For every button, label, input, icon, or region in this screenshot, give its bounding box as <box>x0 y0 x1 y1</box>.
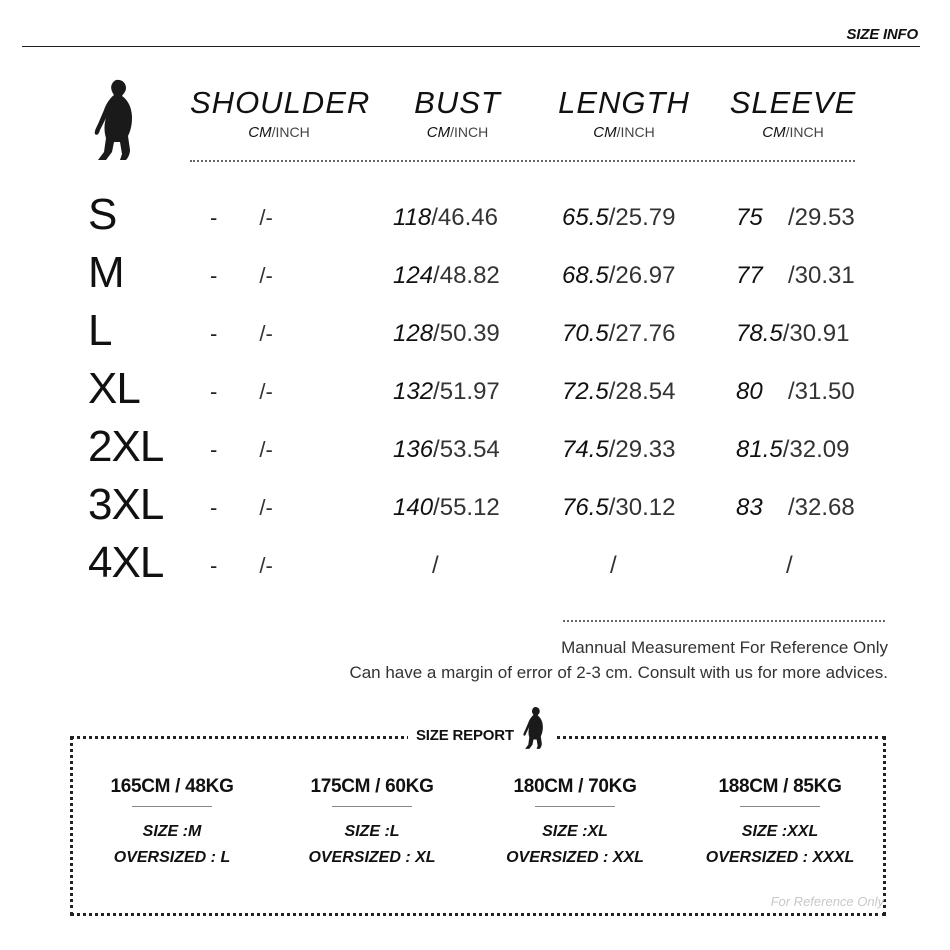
column-title: LENGTH <box>558 85 690 120</box>
shoulder-value <box>210 435 273 465</box>
size-label-l: L <box>88 306 112 355</box>
unit-cm: CM <box>248 124 272 141</box>
length-cm: 68.5 <box>562 262 609 289</box>
oversized-size: OVERSIZED : XXXL <box>705 849 855 866</box>
page-title: SIZE INFO <box>846 26 918 43</box>
shoulder-inch: /- <box>259 205 273 230</box>
length-inch: /25.79 <box>608 204 676 231</box>
shoulder-cm: - <box>210 205 218 230</box>
shoulder-value <box>210 493 273 523</box>
bust-value <box>393 377 500 407</box>
column-title: BUST <box>414 85 501 120</box>
length-value <box>562 319 675 349</box>
sleeve-value <box>786 551 793 581</box>
item-divider <box>535 806 615 807</box>
size-report-header <box>408 692 554 752</box>
length-inch: / <box>610 552 617 579</box>
bust-value <box>393 319 500 349</box>
bust-cm: 124 <box>393 262 434 289</box>
length-cm: 65.5 <box>562 204 609 231</box>
shoulder-inch: /- <box>259 379 273 404</box>
reference-footnote: For Reference Only <box>770 894 884 909</box>
length-value <box>610 551 617 581</box>
oversized-size: OVERSIZED : L <box>113 849 231 866</box>
sleeve-value <box>736 203 855 233</box>
bust-inch: /55.12 <box>433 494 500 521</box>
size-label-3xl: 3XL <box>88 480 164 529</box>
shoulder-inch: /- <box>259 437 273 462</box>
bust-inch: /50.39 <box>433 320 500 347</box>
length-inch: /28.54 <box>608 378 676 405</box>
bust-cm: 128 <box>393 320 434 347</box>
sleeve-cm: 81.5 <box>736 436 783 463</box>
recommended-size: SIZE :M <box>142 823 202 840</box>
size-report-item <box>685 776 875 871</box>
column-title: SLEEVE <box>729 85 857 120</box>
recommended-size: SIZE :XL <box>542 823 608 840</box>
sleeve-cm: 78.5 <box>736 320 783 347</box>
sleeve-inch: /29.53 <box>788 204 855 231</box>
sleeve-value <box>736 261 855 291</box>
sleeve-inch: /32.09 <box>782 436 850 463</box>
length-inch: /26.97 <box>608 262 676 289</box>
shoulder-cm: - <box>210 321 218 346</box>
length-value <box>562 493 675 523</box>
sleeve-cm: 75 <box>736 204 763 231</box>
measurement-note: Mannual Measurement For Reference Only <box>561 638 888 657</box>
shoulder-inch: /- <box>259 495 273 520</box>
column-unit <box>190 124 368 141</box>
header-divider <box>22 46 920 47</box>
column-unit <box>722 124 864 141</box>
sleeve-cm: 80 <box>736 378 763 405</box>
bust-cm: 118 <box>393 204 432 231</box>
length-inch: /30.12 <box>608 494 676 521</box>
sleeve-inch: / <box>786 552 793 579</box>
bust-value <box>393 203 498 233</box>
size-label-xl: XL <box>88 364 140 413</box>
bust-inch: /51.97 <box>433 378 500 405</box>
sleeve-value <box>736 319 849 349</box>
length-value <box>562 435 675 465</box>
size-label-4xl: 4XL <box>88 538 164 587</box>
length-cm: 74.5 <box>562 436 609 463</box>
bust-value <box>432 551 439 581</box>
size-label-m: M <box>88 248 124 297</box>
unit-cm: CM <box>426 124 451 141</box>
sleeve-inch: /31.50 <box>788 378 855 405</box>
unit-inch: /INCH <box>785 124 824 140</box>
header-dotted-divider <box>190 160 855 162</box>
column-title: SHOULDER <box>190 85 371 120</box>
recommended-size: SIZE :XXL <box>741 823 819 840</box>
size-label-2xl: 2XL <box>88 422 164 471</box>
bust-inch: /53.54 <box>433 436 500 463</box>
bust-value <box>393 493 500 523</box>
height-weight: 180CM / 70KG <box>513 776 637 797</box>
notes-dotted-divider <box>563 620 885 622</box>
sleeve-inch: /30.91 <box>782 320 850 347</box>
sleeve-value <box>736 377 855 407</box>
margin-of-error-note: Can have a margin of error of 2-3 cm. Consult with us for more advices. <box>349 663 888 682</box>
length-inch: /29.33 <box>608 436 676 463</box>
length-cm: 72.5 <box>562 378 609 405</box>
recommended-size: SIZE :L <box>344 823 400 840</box>
item-divider <box>132 806 212 807</box>
bust-inch: / <box>432 552 439 579</box>
column-unit <box>550 124 698 141</box>
shoulder-value <box>210 319 273 349</box>
size-report-item <box>480 776 670 871</box>
sleeve-value <box>736 493 855 523</box>
length-cm: 70.5 <box>562 320 609 347</box>
bust-cm: 140 <box>393 494 434 521</box>
shoulder-inch: /- <box>259 263 273 288</box>
length-value <box>562 377 675 407</box>
shoulder-cm: - <box>210 379 218 404</box>
height-weight: 188CM / 85KG <box>718 776 842 797</box>
sleeve-inch: /32.68 <box>788 494 855 521</box>
ape-silhouette-icon <box>92 78 138 162</box>
bust-value <box>393 261 500 291</box>
shoulder-value <box>210 261 273 291</box>
shoulder-inch: /- <box>259 553 273 578</box>
unit-inch: /INCH <box>450 124 489 140</box>
sleeve-inch: /30.31 <box>788 262 855 289</box>
size-label-s: S <box>88 190 117 239</box>
item-divider <box>740 806 820 807</box>
length-cm: 76.5 <box>562 494 609 521</box>
bust-inch: /46.46 <box>431 204 498 231</box>
shoulder-value <box>210 203 273 233</box>
unit-cm: CM <box>593 124 617 141</box>
shoulder-cm: - <box>210 495 218 520</box>
size-report-item <box>77 776 267 871</box>
size-report-title: SIZE REPORT <box>416 727 514 744</box>
shoulder-cm: - <box>210 553 218 578</box>
shoulder-inch: /- <box>259 321 273 346</box>
column-unit <box>390 124 525 141</box>
shoulder-value <box>210 377 273 407</box>
item-divider <box>332 806 412 807</box>
size-report-item <box>277 776 467 871</box>
shoulder-value <box>210 551 273 581</box>
column-header-bust <box>390 86 525 141</box>
shoulder-cm: - <box>210 263 218 288</box>
sleeve-cm: 77 <box>736 262 763 289</box>
bust-cm: 132 <box>393 378 434 405</box>
column-header-shoulder <box>190 85 371 141</box>
column-header-sleeve <box>722 86 864 141</box>
length-value <box>562 261 675 291</box>
oversized-size: OVERSIZED : XL <box>308 849 436 866</box>
oversized-size: OVERSIZED : XXL <box>506 849 644 866</box>
sleeve-value <box>736 435 849 465</box>
shoulder-cm: - <box>210 437 218 462</box>
unit-inch: /INCH <box>616 124 655 140</box>
height-weight: 165CM / 48KG <box>110 776 234 797</box>
ape-silhouette-icon <box>522 704 546 752</box>
sleeve-cm: 83 <box>736 494 763 521</box>
length-value <box>562 203 675 233</box>
unit-inch: /INCH <box>271 124 310 140</box>
length-inch: /27.76 <box>608 320 676 347</box>
bust-inch: /48.82 <box>433 262 500 289</box>
unit-cm: CM <box>762 124 786 141</box>
bust-cm: 136 <box>393 436 434 463</box>
bust-value <box>393 435 500 465</box>
column-header-length <box>550 86 698 141</box>
height-weight: 175CM / 60KG <box>310 776 434 797</box>
